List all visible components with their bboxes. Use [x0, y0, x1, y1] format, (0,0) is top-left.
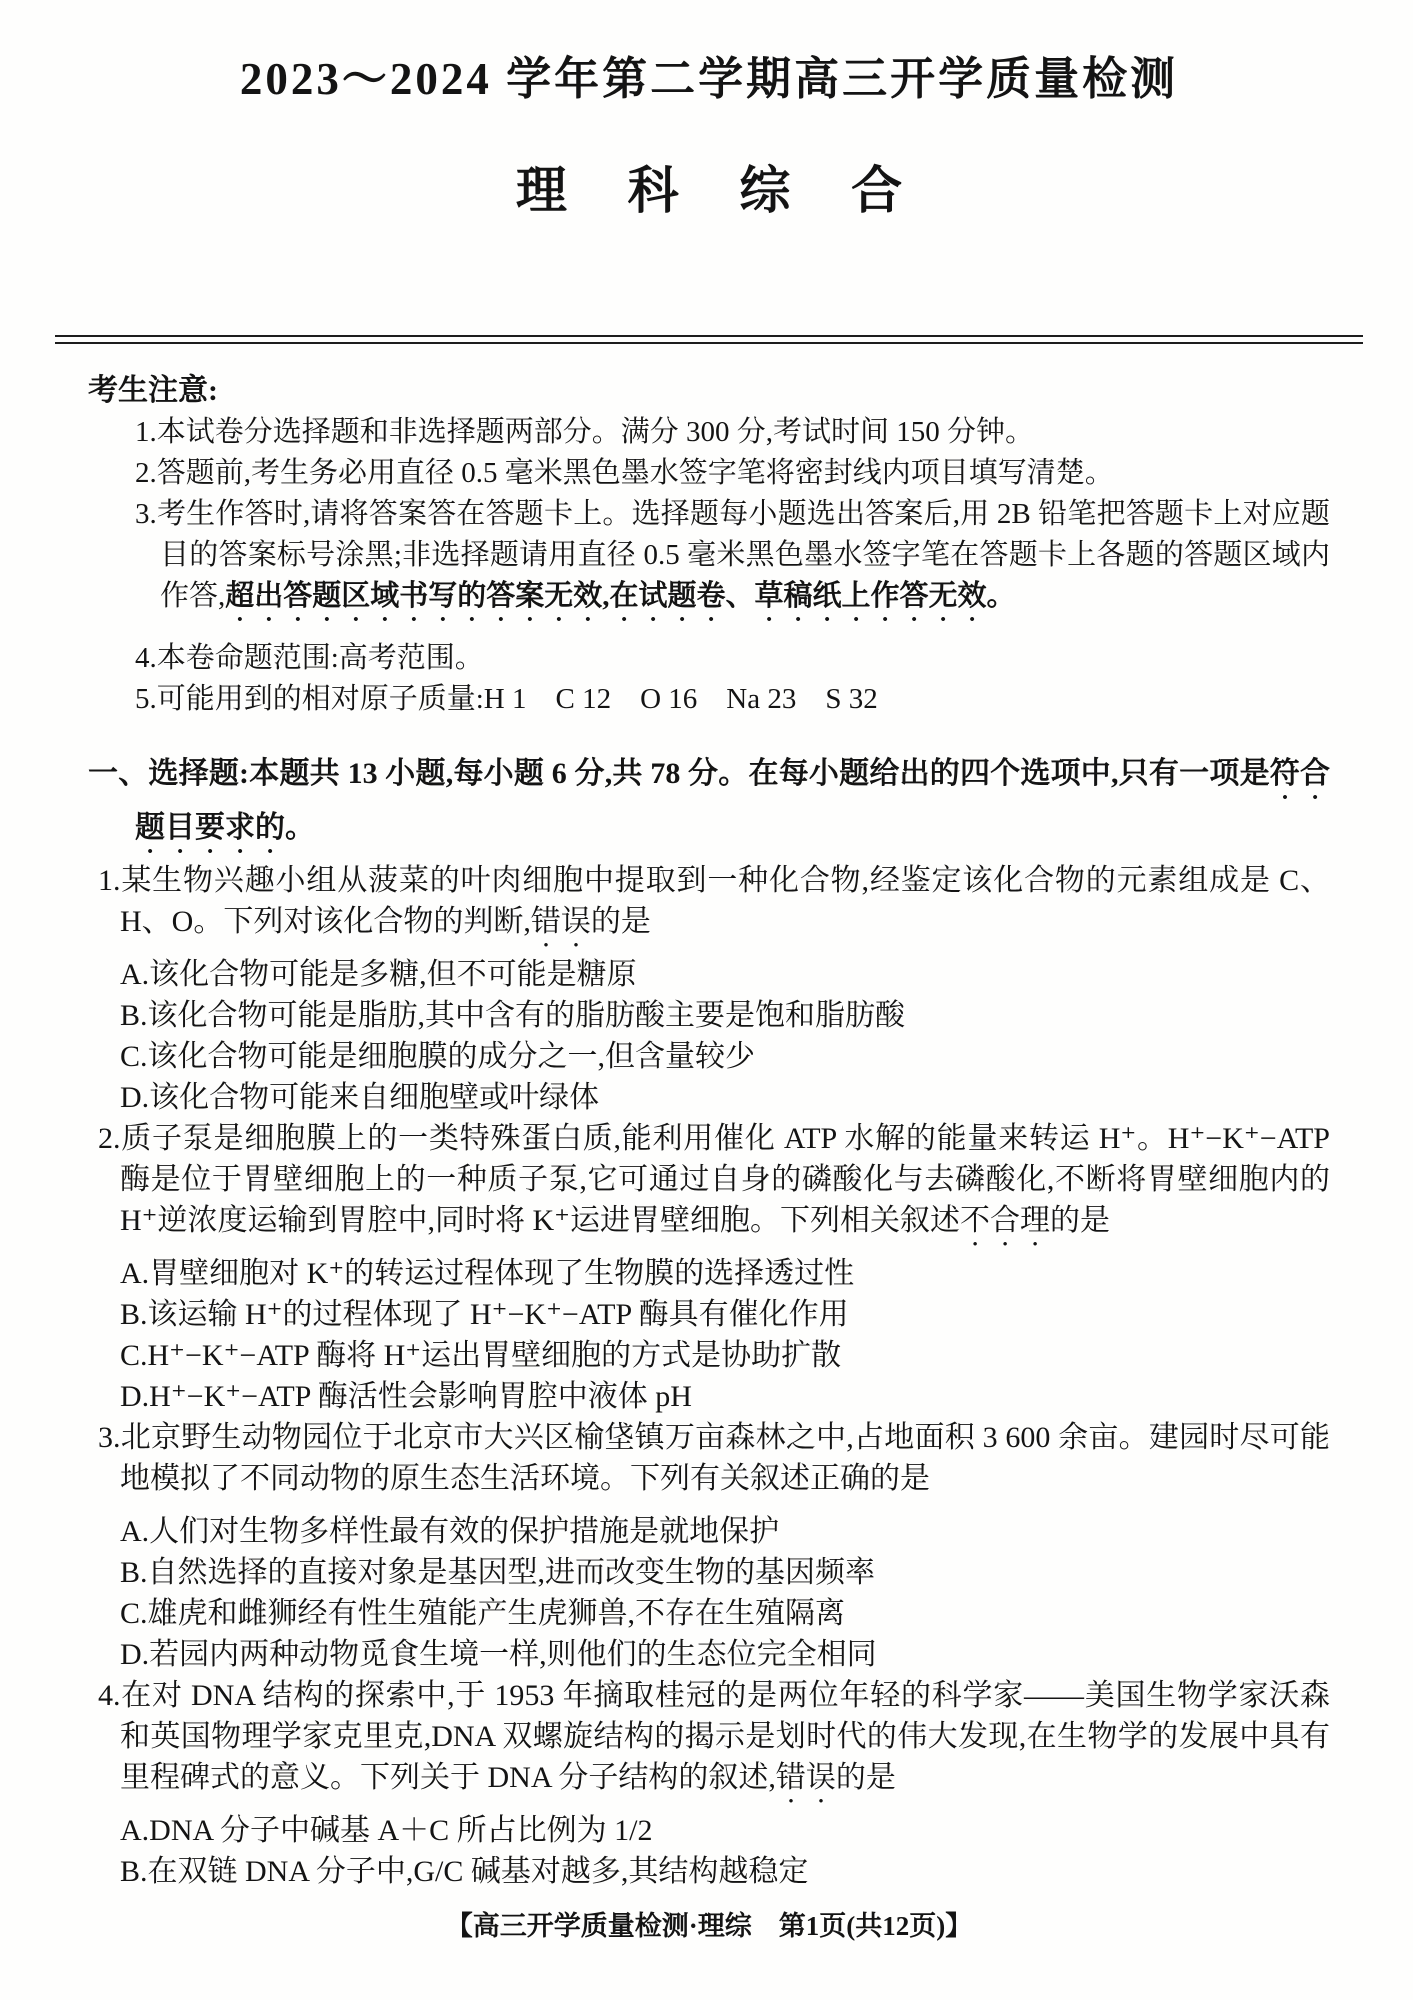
notice-item-1: [135, 412, 1330, 453]
notice-heading: 考生注意:: [88, 374, 218, 408]
question-4-option-b: B.在双链 DNA 分子中,G/C 碱基对越多,其结构越稳定: [120, 1855, 809, 1889]
notice-item-2-number: 2.: [135, 457, 157, 490]
question-4: [88, 1675, 1330, 1892]
question-2-stem-tail: 的是: [1050, 1204, 1110, 1238]
notice-item-3-bold-text: 超出答题区域书写的答案无效,在试题卷、草稿纸上作答无效。: [225, 580, 1016, 613]
question-3-stem: [88, 1417, 1330, 1511]
notice-section: [88, 370, 1330, 720]
question-3-option-c: C.雄虎和雌狮经有性生殖能产生虎狮兽,不存在生殖隔离: [120, 1597, 846, 1631]
question-3: [88, 1417, 1330, 1675]
question-2-option-b: B.该运输 H⁺的过程体现了 H⁺−K⁺−ATP 酶具有催化作用: [120, 1298, 849, 1332]
question-4-stem-tail: 的是: [835, 1761, 896, 1795]
question-4-stem-text: 在对 DNA 结构的探索中,于 1953 年摘取桂冠的是两位年轻的科学家——美国生物学家沃森和英国物理学家克里克,DNA 双螺旋结构的揭示是划时代的伟大发现,在生物学的发展中具有里程碑式的意义。下列关于 DNA 分子结构的叙述,: [120, 1679, 1330, 1795]
question-2-option-d: D.H⁺−K⁺−ATP 酶活性会影响胃腔中液体 pH: [120, 1380, 692, 1414]
notice-item-3: [135, 494, 1330, 628]
question-2-stem: [88, 1118, 1330, 1253]
section-heading: [88, 752, 1330, 860]
notice-item-3-text: 考生作答时,请将答案答在答题卡上。选择题每小题选出答案后,用 2B 铅笔把答题卡上对应题目的答案标号涂黑;非选择题请用直径 0.5 毫米黑色墨水签字笔在答题卡上各题的答题区域内作答,: [156, 498, 1330, 613]
question-2-stem-text: 质子泵是细胞膜上的一类特殊蛋白质,能利用催化 ATP 水解的能量来转运 H⁺。H⁺−K⁺−ATP 酶是位于胃壁细胞上的一种质子泵,它可通过自身的磷酸化与去磷酸化,不断将胃壁细胞内的 H⁺逆浓度运输到胃腔中,同时将 K⁺运进胃壁细胞。下列相关叙述: [120, 1122, 1330, 1238]
subject-title: 理 科 综 合: [515, 164, 927, 220]
page-title: 2023～2024 学年第二学期高三开学质量检测: [239, 54, 1179, 104]
question-1-stem: [88, 860, 1330, 954]
question-1-number: 1.: [98, 864, 121, 898]
notice-item-3-number: 3.: [135, 498, 157, 531]
question-3-option-b: B.自然选择的直接对象是基因型,进而改变生物的基因频率: [120, 1556, 876, 1590]
question-4-number: 4.: [98, 1679, 121, 1713]
question-4-stem-emphasis: 错误: [775, 1761, 836, 1795]
question-2-option-c: C.H⁺−K⁺−ATP 酶将 H⁺运出胃壁细胞的方式是协助扩散: [120, 1339, 842, 1373]
question-1-option-b: B.该化合物可能是脂肪,其中含有的脂肪酸主要是饱和脂肪酸: [120, 999, 906, 1033]
page-footer: 【高三开学质量检测·理综 第1页(共12页)】: [445, 1911, 973, 1942]
question-2: [88, 1118, 1330, 1417]
notice-item-4: [135, 638, 1330, 679]
question-3-option-d: D.若园内两种动物觅食生境一样,则他们的生态位完全相同: [120, 1638, 877, 1672]
section-heading-text: 一、选择题:本题共 13 小题,每小题 6 分,共 78 分。在每小题给出的四个选项中,只有一项是: [88, 757, 1270, 791]
notice-item-5-number: 5.: [135, 683, 157, 716]
notice-item-1-number: 1.: [135, 416, 157, 449]
question-4-option-a: A.DNA 分子中碱基 A＋C 所占比例为 1/2: [120, 1814, 653, 1848]
question-1-option-a: A.该化合物可能是多糖,但不可能是糖原: [120, 958, 637, 992]
question-3-stem-text: 北京野生动物园位于北京市大兴区榆垡镇万亩森林之中,占地面积 3 600 余亩。建园时尽可能地模拟了不同动物的原生态生活环境。下列有关叙述正确的是: [120, 1421, 1330, 1496]
question-1-stem-emphasis: 错误: [530, 905, 591, 939]
question-1-option-d: D.该化合物可能来自细胞壁或叶绿体: [120, 1081, 600, 1115]
question-4-stem: [88, 1675, 1330, 1810]
notice-item-2-text: 答题前,考生务必用直径 0.5 毫米黑色墨水签字笔将密封线内项目填写清楚。: [156, 457, 1114, 490]
question-2-stem-emphasis: 不合理: [960, 1204, 1050, 1238]
question-3-option-a: A.人们对生物多样性最有效的保护措施是就地保护: [120, 1515, 780, 1549]
question-1-option-c: C.该化合物可能是细胞膜的成分之一,但含量较少: [120, 1040, 756, 1074]
question-1: [88, 860, 1330, 1118]
notice-item-4-number: 4.: [135, 642, 157, 675]
notice-item-5-text: 可能用到的相对原子质量:H 1 C 12 O 16 Na 23 S 32: [156, 683, 878, 716]
notice-item-1-text: 本试卷分选择题和非选择题两部分。满分 300 分,考试时间 150 分钟。: [156, 416, 1035, 449]
question-1-stem-text: 某生物兴趣小组从菠菜的叶肉细胞中提取到一种化合物,经鉴定该化合物的元素组成是 C、H、O。下列对该化合物的判断,: [120, 864, 1330, 939]
notice-item-2: [135, 453, 1330, 494]
double-rule-divider: [55, 335, 1363, 344]
notice-list: [88, 412, 1330, 720]
section-heading-tail: 。: [285, 811, 315, 845]
notice-item-5: [135, 679, 1330, 720]
question-2-option-a: A.胃壁细胞对 K⁺的转运过程体现了生物膜的选择透过性: [120, 1257, 855, 1291]
notice-item-4-text: 本卷命题范围:高考范围。: [156, 642, 484, 675]
question-1-stem-tail: 的是: [590, 905, 651, 939]
section-heading-emphasis: 符合题目要求的: [135, 757, 1330, 845]
question-2-number: 2.: [98, 1122, 121, 1156]
question-3-number: 3.: [98, 1421, 121, 1455]
